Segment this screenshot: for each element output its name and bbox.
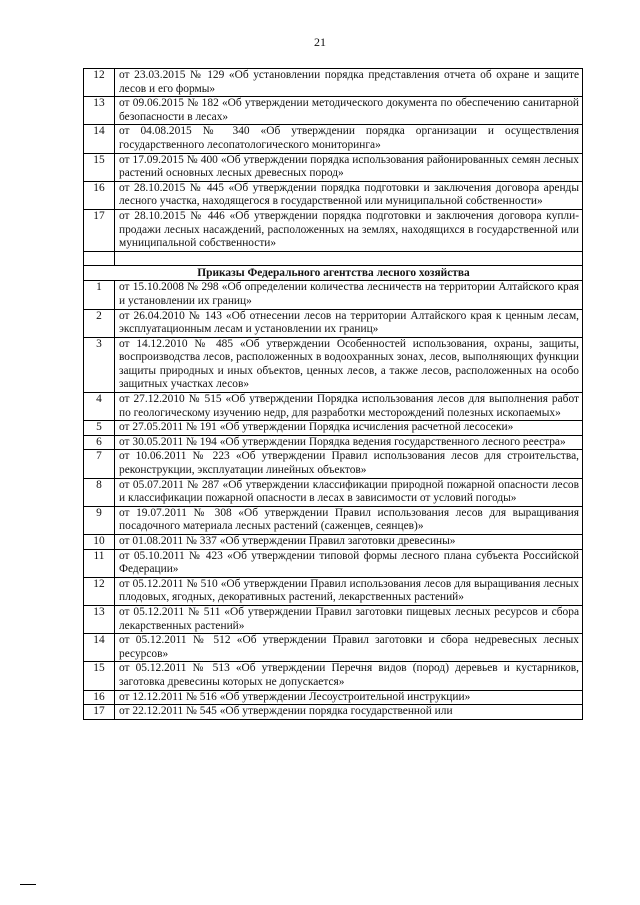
table-row xyxy=(84,337,583,392)
row-number: 15 xyxy=(84,153,115,181)
document-table-body xyxy=(84,69,583,720)
row-number: 15 xyxy=(84,662,115,690)
table-row xyxy=(84,705,583,720)
row-text: от 05.07.2011 № 287 «Об утверждении классификации природной пожарной опасности лесов и классификации пожарной опасности в лесах в зависимости от условий погоды» xyxy=(115,478,583,506)
row-number: 17 xyxy=(84,209,115,251)
row-text: от 09.06.2015 № 182 «Об утверждении методического документа по обеспечению санитарной безопасности в лесах» xyxy=(115,97,583,125)
row-text: от 04.08.2015 № 340 «Об утверждении порядка организации и осуществления государственного лесопатологического мониторинга» xyxy=(115,125,583,153)
table-row xyxy=(84,435,583,450)
row-number: 1 xyxy=(84,281,115,309)
table-row xyxy=(84,605,583,633)
table-row xyxy=(84,478,583,506)
table-row xyxy=(84,421,583,436)
row-text: от 17.09.2015 № 400 «Об утверждении порядка использования районированных семян лесных растений основных лесных древесных пород» xyxy=(115,153,583,181)
row-text: от 27.05.2011 № 191 «Об утверждении Порядка исчисления расчетной лесосеки» xyxy=(115,421,583,436)
row-number: 11 xyxy=(84,549,115,577)
row-number: 3 xyxy=(84,337,115,392)
row-text: от 05.12.2011 № 512 «Об утверждении Правил заготовки и сбора недревесных лесных ресурсов» xyxy=(115,634,583,662)
row-text: от 15.10.2008 № 298 «Об определении количества лесничеств на территории Алтайского края и установлении их границ» xyxy=(115,281,583,309)
row-text: от 10.06.2011 № 223 «Об утверждении Правил использования лесов для строительства, реконструкции, эксплуатации линейных объектов» xyxy=(115,450,583,478)
table-row xyxy=(84,450,583,478)
table-row xyxy=(84,209,583,251)
section-heading: Приказы Федерального агентства лесного хозяйства xyxy=(84,265,583,281)
section-row xyxy=(84,265,583,281)
table-row xyxy=(84,690,583,705)
row-text: от 30.05.2011 № 194 «Об утверждении Порядка ведения государственного лесного реестра» xyxy=(115,435,583,450)
row-number: 14 xyxy=(84,634,115,662)
row-text: от 28.10.2015 № 445 «Об утверждении порядка подготовки и заключения договора аренды лесного участка, находящегося в государственной или муниципальной собственности» xyxy=(115,181,583,209)
row-number: 16 xyxy=(84,181,115,209)
table-row xyxy=(84,281,583,309)
row-text: от 23.03.2015 № 129 «Об установлении порядка представления отчета об охране и защите лесов и его формы» xyxy=(115,69,583,97)
table-row xyxy=(84,549,583,577)
row-number: 17 xyxy=(84,705,115,720)
table-row xyxy=(84,506,583,534)
row-number: 13 xyxy=(84,97,115,125)
table-row xyxy=(84,125,583,153)
empty-row xyxy=(84,251,583,265)
row-number: 7 xyxy=(84,450,115,478)
row-number: 4 xyxy=(84,393,115,421)
table-row xyxy=(84,577,583,605)
table-row xyxy=(84,393,583,421)
table-row xyxy=(84,662,583,690)
row-text: от 05.12.2011 № 510 «Об утверждении Правил использования лесов для выращивания лесных плодовых, ягодных, декоративных растений, лекарственных растений» xyxy=(115,577,583,605)
row-text: от 01.08.2011 № 337 «Об утверждении Правил заготовки древесины» xyxy=(115,535,583,550)
row-text: от 05.12.2011 № 513 «Об утверждении Перечня видов (пород) деревьев и кустарников, заготовка древесины которых не допускается» xyxy=(115,662,583,690)
row-text: от 19.07.2011 № 308 «Об утверждении Правил использования лесов для выращивания посадочного материала лесных растений (саженцев, сеянцев)» xyxy=(115,506,583,534)
row-text: от 26.04.2010 № 143 «Об отнесении лесов на территории Алтайского края к ценным лесам, эксплуатационным лесам и установлении их границ» xyxy=(115,309,583,337)
row-text: от 22.12.2011 № 545 «Об утверждении порядка государственной или xyxy=(115,705,583,720)
footer-mark xyxy=(20,884,36,885)
row-text: от 12.12.2011 № 516 «Об утверждении Лесоустроительной инструкции» xyxy=(115,690,583,705)
empty-cell xyxy=(84,251,115,265)
empty-cell xyxy=(115,251,583,265)
row-number: 12 xyxy=(84,577,115,605)
row-number: 12 xyxy=(84,69,115,97)
table-row xyxy=(84,535,583,550)
table-row xyxy=(84,153,583,181)
row-number: 5 xyxy=(84,421,115,436)
row-number: 6 xyxy=(84,435,115,450)
row-text: от 27.12.2010 № 515 «Об утверждении Порядка использования лесов для выполнения работ по геологическому изучению недр, для разработки месторождений полезных ископаемых» xyxy=(115,393,583,421)
row-number: 16 xyxy=(84,690,115,705)
row-number: 13 xyxy=(84,605,115,633)
row-text: от 05.12.2011 № 511 «Об утверждении Правил заготовки пищевых лесных ресурсов и сбора лекарственных растений» xyxy=(115,605,583,633)
row-number: 2 xyxy=(84,309,115,337)
page-number: 21 xyxy=(314,35,326,49)
document-table xyxy=(83,68,583,720)
table-row xyxy=(84,69,583,97)
row-number: 8 xyxy=(84,478,115,506)
row-text: от 28.10.2015 № 446 «Об утверждении порядка подготовки и заключения договора купли-продажи лесных насаждений, расположенных на землях, находящихся в государственной или муниципальной собственности» xyxy=(115,209,583,251)
row-text: от 05.10.2011 № 423 «Об утверждении типовой формы лесного плана субъекта Российской Федерации» xyxy=(115,549,583,577)
row-text: от 14.12.2010 № 485 «Об утверждении Особенностей использования, охраны, защиты, воспроизводства лесов, расположенных в водоохранных зонах, лесов, выполняющих функции защиты природных и иных объектов, ценных лесов, а также лесов, расположенных на особо защитных участках лесов» xyxy=(115,337,583,392)
row-number: 9 xyxy=(84,506,115,534)
table-row xyxy=(84,309,583,337)
row-number: 10 xyxy=(84,535,115,550)
row-number: 14 xyxy=(84,125,115,153)
table-row xyxy=(84,97,583,125)
table-row xyxy=(84,634,583,662)
table-row xyxy=(84,181,583,209)
